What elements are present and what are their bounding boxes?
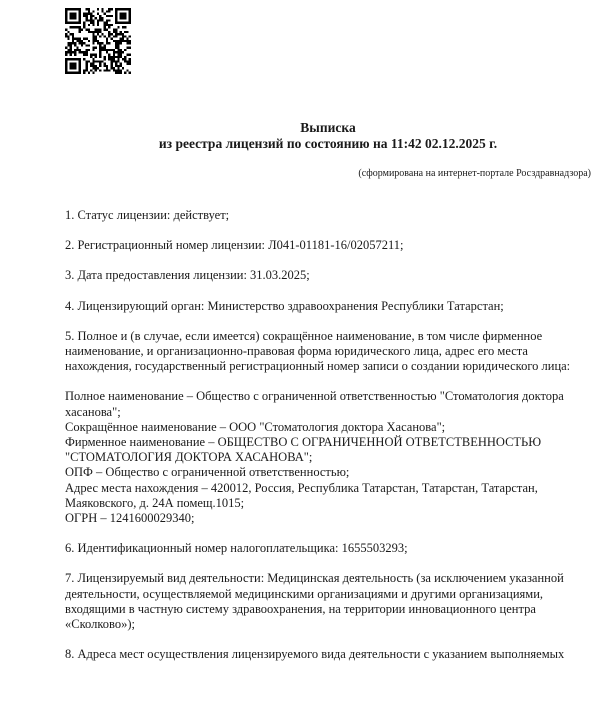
- document-body: [65, 208, 591, 662]
- paragraph: [65, 389, 591, 526]
- document-line: Фирменное наименование – ОБЩЕСТВО С ОГРАНИЧЕННОЙ ОТВЕТСТВЕННОСТЬЮ "СТОМАТОЛОГИЯ ДОКТОРА ХАСАНОВА";: [65, 435, 542, 465]
- document-line: 3. Дата предоставления лицензии: 31.03.2025;: [65, 268, 310, 283]
- paragraph: [65, 647, 591, 662]
- paragraph: [65, 541, 591, 556]
- document-line: 1. Статус лицензии: действует;: [65, 208, 230, 222]
- paragraph: [65, 571, 591, 632]
- document-line: 6. Идентификационный номер налогоплательщика: 1655503293;: [65, 541, 408, 556]
- document-line: Адрес места нахождения – 420012, Россия, Республика Татарстан, Татарстан, Татарстан, Маяковского, д. 24А помещ.1015;: [65, 480, 538, 510]
- document-line: 2. Регистрационный номер лицензии: Л041-01181-16/02057211;: [65, 238, 404, 253]
- paragraph: [65, 329, 591, 375]
- paragraph: [65, 208, 591, 223]
- paragraph: [65, 238, 591, 253]
- document-line: 8. Адреса мест осуществления лицензируемого вида деятельности с указанием выполняемых: [65, 647, 565, 662]
- paragraph: [65, 268, 591, 283]
- document-line: 4. Лицензирующий орган: Министерство здравоохранения Республики Татарстан;: [65, 298, 504, 313]
- document-line: Полное наименование – Общество с ограниченной ответственностью "Стоматология доктора хасанова";: [65, 389, 564, 419]
- document-line: 5. Полное и (в случае, если имеется) сокращённое наименование, в том числе фирменное наименование, и организационно-правовая форма юридического лица, адрес его места нахождения, государственный регистрационный номер записи о создании юридического лица:: [65, 328, 571, 374]
- document-line: ОГРН – 1241600029340;: [65, 511, 195, 526]
- document-title: [65, 120, 591, 152]
- qr-code: [65, 8, 131, 74]
- document-title-line1: Выписка: [300, 120, 356, 135]
- document-line: ОПФ – Общество с ограниченной ответственностью;: [65, 465, 350, 480]
- document-line: Сокращённое наименование – ООО "Стоматология доктора Хасанова";: [65, 419, 446, 434]
- document-title-line2: из реестра лицензий по состоянию на 11:42 02.12.2025 г.: [158, 136, 498, 151]
- paragraph: [65, 299, 591, 314]
- document-line: 7. Лицензируемый вид деятельности: Медицинская деятельность (за исключением указанной деятельности, осуществляемой медицинскими организациями и другими организациями, входящими в частную систему здравоохранения, на территории инновационного центра «Сколково»);: [65, 571, 564, 632]
- document-subtitle: (сформирована на интернет-портале Росздравнадзора): [358, 168, 591, 179]
